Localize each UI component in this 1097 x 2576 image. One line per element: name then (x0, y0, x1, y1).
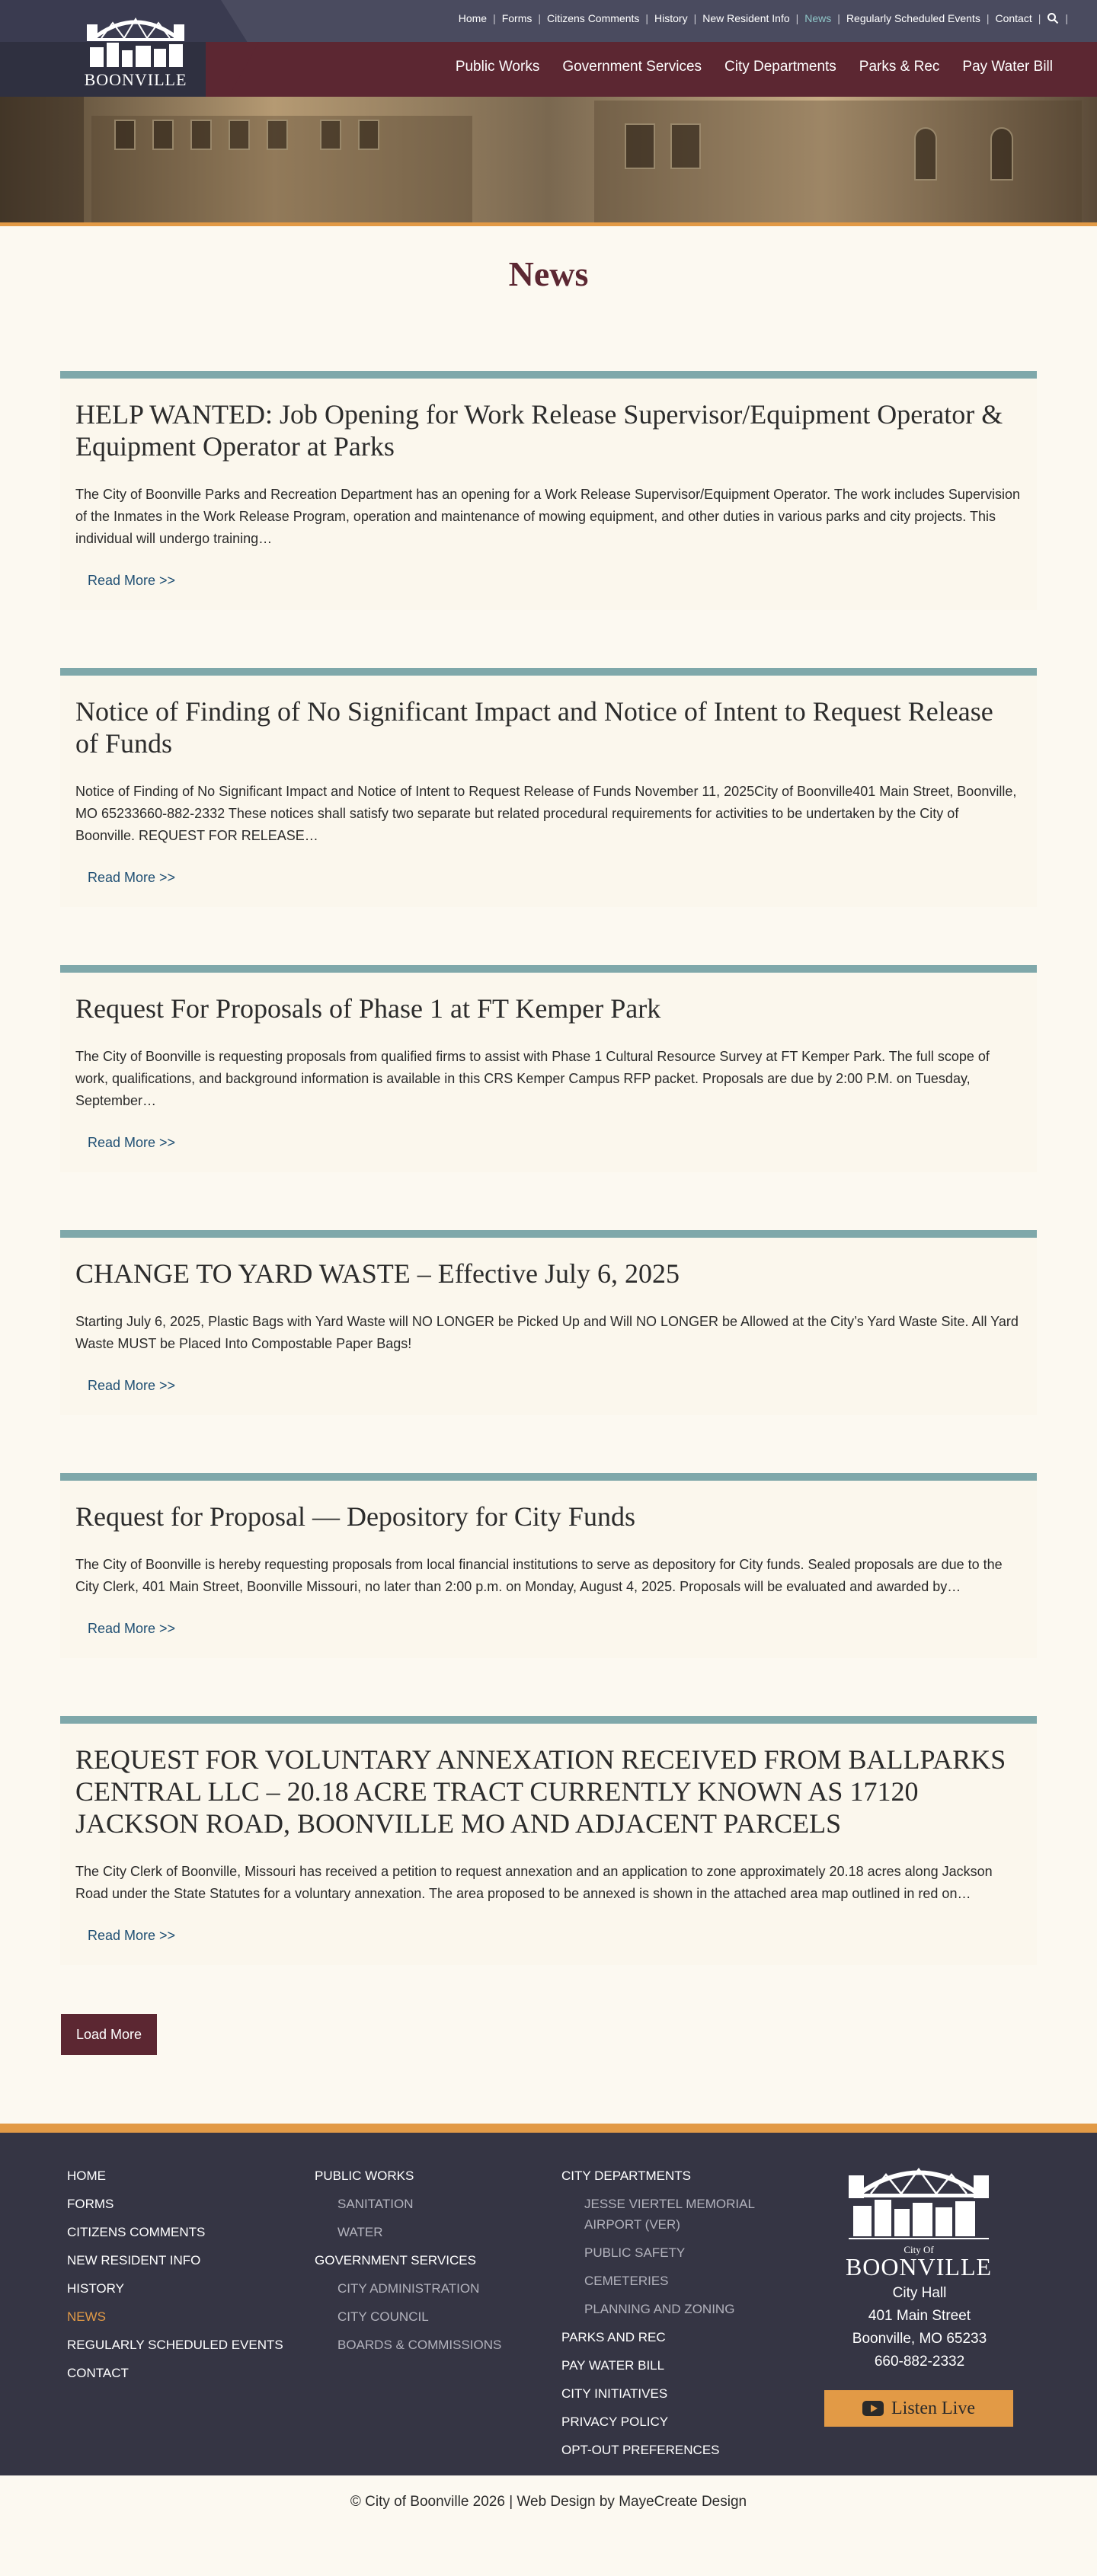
utility-nav-forms[interactable]: Forms (501, 12, 533, 24)
main-nav-pay-water-bill[interactable]: Pay Water Bill (962, 59, 1053, 75)
footer-link-contact[interactable]: CONTACT (67, 2366, 129, 2380)
nav-separator: | (795, 12, 799, 24)
footer-link-city-initiatives[interactable]: CITY INITIATIVES (561, 2386, 668, 2401)
site-footer (0, 2124, 1097, 2475)
nav-separator: | (986, 12, 990, 24)
youtube-icon (862, 2401, 884, 2416)
hero-image (0, 97, 1097, 226)
news-list (60, 371, 1037, 1965)
footer-link-planning-zoning[interactable]: PLANNING AND ZONING (584, 2302, 735, 2316)
footer-link-history[interactable]: HISTORY (67, 2281, 124, 2296)
read-more-link[interactable]: Read More >> (88, 1621, 176, 1636)
footer-link-city-council[interactable]: CITY COUNCIL (337, 2309, 429, 2324)
footer-link-parks-rec[interactable]: PARKS AND REC (561, 2330, 666, 2344)
utility-nav-history[interactable]: History (654, 12, 688, 24)
article-title[interactable]: CHANGE TO YARD WASTE – Effective July 6, 2025 (75, 1258, 680, 1289)
hero-window (229, 120, 250, 150)
read-more-link[interactable]: Read More >> (88, 870, 176, 885)
nav-separator: | (693, 12, 697, 24)
utility-nav-home[interactable]: Home (458, 12, 488, 24)
article-excerpt: The City of Boonville is hereby requesting proposals from local financial institutions to serve as depository for City funds. Sealed proposals are due to the City Clerk, 401 Main Street, Boonville Missouri, no later than 2:00 p.m. on Monday, August 4, 2025. Proposals will be evaluated and awarded by… (75, 1557, 1003, 1594)
listen-live-button[interactable] (824, 2390, 1013, 2427)
news-article (60, 371, 1037, 610)
utility-nav-citizens-comments[interactable]: Citizens Comments (547, 12, 640, 24)
utility-nav (459, 12, 1074, 24)
footer-link-public-works[interactable]: PUBLIC WORKS (315, 2169, 414, 2183)
hero-window (914, 127, 937, 181)
nav-separator: | (1038, 12, 1041, 24)
footer-link-pay-water-bill[interactable]: PAY WATER BILL (561, 2358, 665, 2373)
city-hall-city: Boonville, MO 65233 (852, 2331, 987, 2347)
read-more-link[interactable]: Read More >> (88, 1928, 176, 1943)
footer-link-cemeteries[interactable]: CEMETERIES (584, 2274, 669, 2288)
boonville-bridge-logo-icon (844, 2156, 993, 2244)
news-article (60, 1473, 1037, 1658)
article-excerpt: Notice of Finding of No Significant Impact and Notice of Intent to Request Release of Funds November 11, 2025City of Boonville401 Main Street, Boonville, MO 65233660-882-2332 These notices shall satisfy two separate but related procedural requirements for activities to be undertaken by the City of Boonville. REQUEST FOR RELEASE… (75, 784, 1017, 843)
footer-link-forms[interactable]: FORMS (67, 2197, 114, 2211)
main-nav-public-works[interactable]: Public Works (455, 59, 540, 75)
nav-separator: | (837, 12, 840, 24)
footer-link-city-departments[interactable]: CITY DEPARTMENTS (561, 2169, 692, 2183)
nav-separator: | (493, 12, 496, 24)
footer-link-news[interactable]: NEWS (67, 2309, 106, 2324)
nav-separator: | (538, 12, 542, 24)
article-excerpt: The City Clerk of Boonville, Missouri has received a petition to request annexation and an application to zone approximately 20.18 acres along Jackson Road under the State Statutes for a voluntary annexation. The area proposed to be annexed is shown in the attached area map outlined in red on… (75, 1864, 993, 1901)
copyright: © City of Boonville 2026 | Web Design by MayeCreate Design (0, 2475, 1097, 2529)
read-more-link[interactable]: Read More >> (88, 573, 176, 588)
utility-nav-news[interactable]: News (804, 12, 832, 24)
article-title[interactable]: Request For Proposals of Phase 1 at FT Kemper Park (75, 993, 661, 1024)
footer-nav-services (315, 2162, 501, 2359)
footer-link-sanitation[interactable]: SANITATION (337, 2197, 414, 2211)
article-title[interactable]: Notice of Finding of No Significant Impact and Notice of Intent to Request Release of Funds (75, 696, 993, 759)
footer-link-citizens-comments[interactable]: CITIZENS COMMENTS (67, 2225, 206, 2239)
read-more-link[interactable]: Read More >> (88, 1135, 176, 1150)
main-nav (456, 59, 1053, 75)
footer-nav-main (67, 2162, 283, 2387)
hero-window (114, 120, 136, 150)
footer-link-government-services[interactable]: GOVERNMENT SERVICES (315, 2253, 476, 2268)
nav-separator: | (645, 12, 649, 24)
main-nav-government-services[interactable]: Government Services (562, 59, 702, 75)
load-more-button[interactable]: Load More (61, 2014, 157, 2055)
footer-link-opt-out[interactable]: OPT-OUT PREFERENCES (561, 2443, 720, 2457)
article-excerpt: Starting July 6, 2025, Plastic Bags with Yard Waste will NO LONGER be Picked Up and Will NO LONGER be Allowed at the City’s Yard Waste Site. All Yard Waste MUST be Placed Into Compostable Paper Bags! (75, 1314, 1019, 1351)
read-more-link[interactable]: Read More >> (88, 1378, 176, 1393)
article-title[interactable]: HELP WANTED: Job Opening for Work Release Supervisor/Equipment Operator & Equipment Operator at Parks (75, 399, 1003, 462)
article-excerpt: The City of Boonville Parks and Recreation Department has an opening for a Work Release Supervisor/Equipment Operator. The work includes Supervision of the Inmates in the Work Release Program, operation and maintenance of mowing equipment, and other duties in various parks and city projects. This individual will undergo training… (75, 487, 1020, 546)
article-title[interactable]: Request for Proposal — Depository for City Funds (75, 1501, 635, 1532)
hero-window (670, 123, 701, 169)
footer-nav-departments (561, 2162, 790, 2464)
city-hall-address (824, 2282, 1015, 2373)
logo-text: BOONVILLE (84, 70, 187, 89)
city-hall-name: City Hall (892, 2285, 947, 2301)
utility-nav-new-resident-info[interactable]: New Resident Info (702, 12, 790, 24)
news-article (60, 1716, 1037, 1965)
footer-link-privacy-policy[interactable]: PRIVACY POLICY (561, 2415, 669, 2429)
news-article (60, 668, 1037, 907)
main-nav-parks-rec[interactable]: Parks & Rec (859, 59, 940, 75)
footer-link-boards-commissions[interactable]: BOARDS & COMMISSIONS (337, 2338, 502, 2352)
search-icon[interactable] (1047, 12, 1059, 24)
utility-nav-regularly-scheduled-events[interactable]: Regularly Scheduled Events (846, 12, 980, 24)
footer-link-public-safety[interactable]: PUBLIC SAFETY (584, 2245, 686, 2260)
boonville-bridge-logo-icon (82, 8, 189, 72)
hero-building (0, 97, 84, 222)
footer-logo-city-of: City Of (904, 2244, 934, 2255)
article-title[interactable]: REQUEST FOR VOLUNTARY ANNEXATION RECEIVED FROM BALLPARKS CENTRAL LLC – 20.18 ACRE TRACT CURRENTLY KNOWN AS 17120 JACKSON ROAD, BOONVILLE MO AND ADJACENT PARCELS (75, 1744, 1006, 1839)
hero-window (190, 120, 212, 150)
nav-separator: | (1065, 12, 1068, 24)
page-title: News (508, 254, 589, 293)
site-header (0, 0, 1097, 97)
hero-window (990, 127, 1013, 181)
footer-link-new-resident-info[interactable]: NEW RESIDENT INFO (67, 2253, 201, 2268)
hero-window (267, 120, 288, 150)
footer-link-water[interactable]: WATER (337, 2225, 383, 2239)
footer-link-city-administration[interactable]: CITY ADMINISTRATION (337, 2281, 480, 2296)
main-nav-city-departments[interactable]: City Departments (724, 59, 836, 75)
news-article (60, 965, 1037, 1172)
utility-nav-contact[interactable]: Contact (995, 12, 1032, 24)
city-hall-phone[interactable]: 660-882-2332 (874, 2354, 965, 2370)
city-hall-street: 401 Main Street (868, 2308, 971, 2324)
footer-link-airport[interactable]: JESSE VIERTEL MEMORIAL AIRPORT (VER) (584, 2197, 755, 2232)
footer-link-home[interactable]: HOME (67, 2169, 106, 2183)
hero-window (152, 120, 174, 150)
site-logo[interactable] (82, 8, 189, 91)
hero-window (625, 123, 655, 169)
hero-window (320, 120, 341, 150)
article-excerpt: The City of Boonville is requesting proposals from qualified firms to assist with Phase 1 Cultural Resource Survey at FT Kemper Park. The full scope of work, qualifications, and background information is available in this CRS Kemper Campus RFP packet. Proposals are due by 2:00 P.M. on Tuesday, September… (75, 1049, 990, 1108)
hero-window (358, 120, 379, 150)
news-article (60, 1230, 1037, 1415)
footer-logo-name: BOONVILLE (845, 2253, 993, 2280)
listen-live-label: Listen Live (891, 2398, 975, 2418)
footer-logo[interactable] (844, 2156, 993, 2280)
footer-link-regularly-scheduled-events[interactable]: REGULARLY SCHEDULED EVENTS (67, 2338, 283, 2352)
